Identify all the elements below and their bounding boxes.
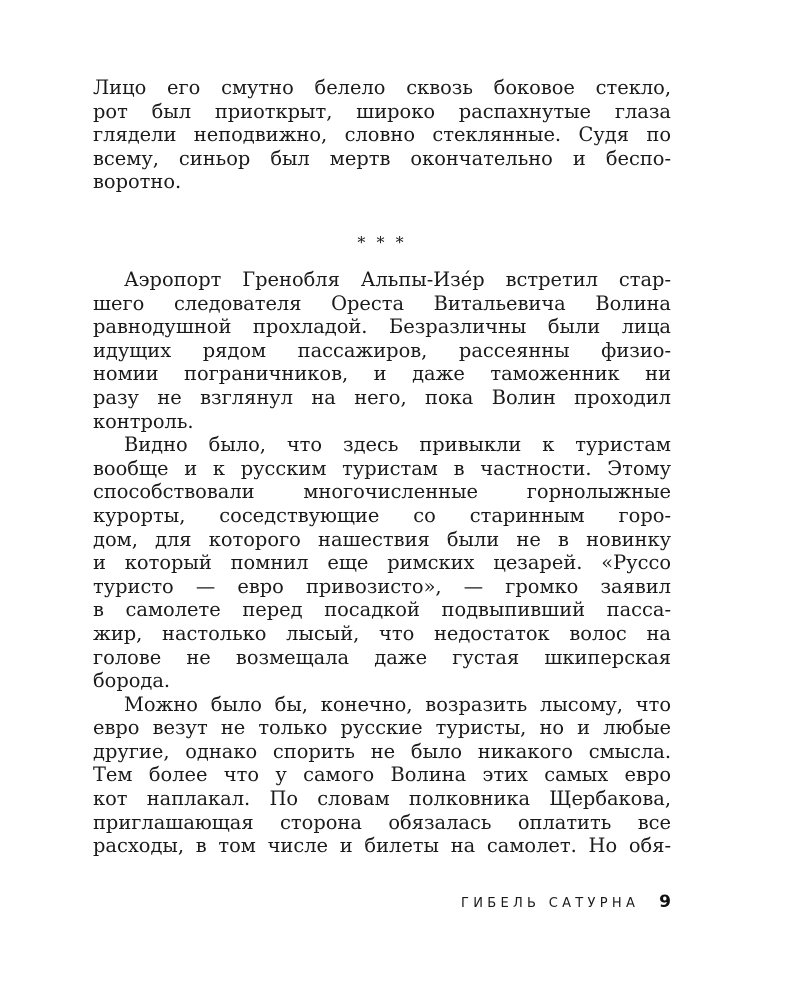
text-line: всему, синьор был мертв окончательно и беспо- <box>93 146 671 170</box>
text-line: вообще и к русским туристам в частности. Этому <box>93 456 671 480</box>
text-line: кот наплакал. По словам полковника Щербакова, <box>93 787 671 811</box>
text-line: голове не возмещала даже густая шкиперская <box>93 645 671 669</box>
text-line: и который помнил еще римских цезарей. «Руссо <box>93 551 671 575</box>
text-line: расходы, в том числе и билеты на самолет. Но обя- <box>93 834 671 858</box>
paragraph-first-line: Можно было бы, конечно, возразить лысому, что <box>124 692 671 716</box>
text-line: равнодушной прохладой. Безразличны были лица <box>93 315 671 339</box>
text-line: способствовали многочисленные горнолыжные <box>93 480 671 504</box>
page-number: 9 <box>659 892 671 912</box>
text-line: дом, для которого нашествия были не в новинку <box>93 527 671 551</box>
text-line: приглашающая сторона обязалась оплатить все <box>93 810 671 834</box>
text-line: евро везут не только русские туристы, но и любые <box>93 716 671 740</box>
text-line: разу не взглянул на него, пока Волин проходил <box>93 385 671 409</box>
section-separator: * * * <box>357 233 407 252</box>
book-page <box>93 0 671 1000</box>
text-line: Тем более что у самого Волина этих самых евро <box>93 763 671 787</box>
text-line: курорты, соседствующие со старинным горо- <box>93 503 671 527</box>
page-footer <box>461 892 671 912</box>
paragraph-first-line: Аэропорт Гренобля Альпы-Изе́р встретил стар- <box>124 268 671 291</box>
text-line: глядели неподвижно, словно стеклянные. Судя по <box>93 123 671 147</box>
intro-paragraph <box>93 76 671 194</box>
text-line: рот был приоткрыт, широко распахнутые глаза <box>93 99 671 123</box>
paragraph-first-line: Видно было, что здесь привыкли к туристам <box>124 433 671 457</box>
text-line: в самолете перед посадкой подвыпивший пасса- <box>93 598 671 622</box>
main-text <box>93 268 671 858</box>
running-title: ГИБЕЛЬ САТУРНА <box>461 896 640 911</box>
text-line: шего следователя Ореста Витальевича Волина <box>93 291 671 315</box>
text-line: другие, однако спорить не было никакого смысла. <box>93 739 671 763</box>
text-line: туристо — евро привозисто», — громко заявил <box>93 574 671 598</box>
text-line: идущих рядом пассажиров, рассеянны физио- <box>93 338 671 362</box>
text-line: воротно. <box>93 170 182 194</box>
text-line: Лицо его смутно белело сквозь боковое стекло, <box>93 76 671 99</box>
text-line: номии пограничников, и даже таможенник ни <box>93 362 671 386</box>
text-line: контроль. <box>93 409 194 433</box>
text-line: борода. <box>93 669 171 693</box>
text-line: жир, настолько лысый, что недостаток волос на <box>93 621 671 645</box>
